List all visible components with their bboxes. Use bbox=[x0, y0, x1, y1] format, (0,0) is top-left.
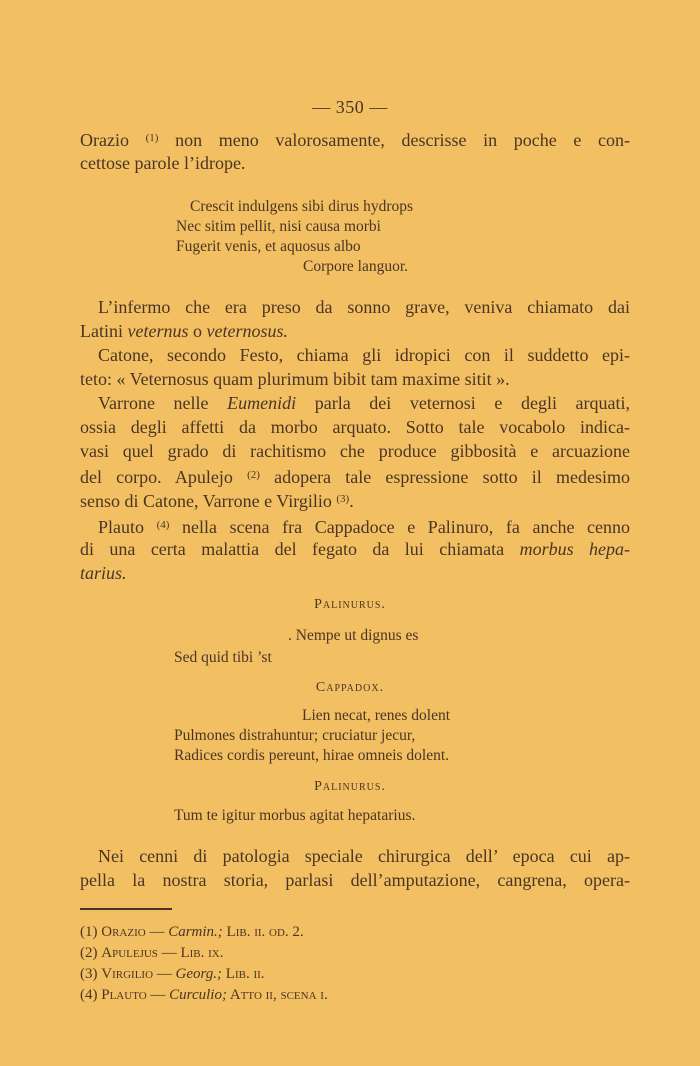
para4-line4 bbox=[80, 464, 630, 488]
para6-line1: Nei cenni di patologia speciale chirurgica dell’ epoca cui ap- bbox=[98, 846, 630, 866]
footnote-separator bbox=[80, 908, 172, 910]
speaker-name: Palinurus. bbox=[314, 779, 386, 794]
para4-line1 bbox=[98, 392, 630, 414]
para1-line2: cettose parole l’idrope. bbox=[80, 153, 246, 173]
footnote-work: Georg.; bbox=[175, 966, 223, 982]
footnote-ref: (4) bbox=[156, 519, 170, 531]
verse-line: Nec sitim pellit, nisi causa morbi bbox=[176, 218, 381, 235]
dialogue-line: Radices cordis pereunt, hirae omneis dolent. bbox=[174, 747, 450, 764]
footnote-work: Curculio; bbox=[169, 987, 227, 1003]
dialogue-line: Pulmones distrahuntur; cruciatur jecur, bbox=[174, 727, 416, 744]
para5-line1 bbox=[98, 514, 630, 538]
text: adopera tale espressione sotto il medesimo bbox=[259, 467, 630, 487]
footnote-author: Plauto bbox=[101, 987, 147, 1003]
dialogue-line: Lien necat, renes dolent bbox=[302, 707, 451, 724]
text: — bbox=[145, 924, 169, 940]
footnote-ref-detail: Lib. ii. od. 2. bbox=[222, 924, 304, 940]
footnote-number: (3) bbox=[80, 966, 98, 982]
para3-line2: teto: « Veternosus quam plurimum bibit tam maxime sitit ». bbox=[80, 369, 510, 389]
italic-term: veternosus. bbox=[206, 321, 288, 341]
para4-line2: ossia degli affetti da morbo arquato. Sotto tale vocabolo indica- bbox=[80, 417, 630, 437]
footnote-number: (2) bbox=[80, 945, 98, 961]
page-number: — 350 — bbox=[312, 97, 388, 117]
text: Orazio bbox=[80, 130, 146, 150]
dialogue-line: Tum te igitur morbus agitat hepatarius. bbox=[174, 807, 416, 824]
para2-line2 bbox=[80, 320, 288, 342]
verse-line: Crescit indulgens sibi dirus hydrops bbox=[190, 198, 414, 215]
footnote bbox=[80, 964, 265, 984]
verse-line: Corpore languor. bbox=[303, 258, 409, 275]
text: del corpo. Apulejo bbox=[80, 467, 248, 487]
italic-term: tarius. bbox=[80, 563, 127, 583]
italic-term: veternus bbox=[127, 321, 189, 341]
footnote-ref-detail: Lib. ix. bbox=[180, 945, 224, 961]
speaker-name: Cappadox. bbox=[315, 680, 385, 695]
para3-line1: Catone, secondo Festo, chiama gli idropici con il suddetto epi- bbox=[98, 345, 630, 365]
footnote bbox=[80, 943, 223, 963]
footnote-author: Apulejus bbox=[101, 945, 158, 961]
para1-line1 bbox=[80, 127, 630, 151]
footnote bbox=[80, 922, 304, 942]
footnote-ref: (1) bbox=[145, 132, 159, 144]
footnote-author: Virgilio bbox=[101, 966, 154, 982]
footnote-ref: (3) bbox=[336, 493, 350, 505]
text: di una certa malattia del fegato da lui chiamata bbox=[80, 539, 520, 559]
text: Latini bbox=[80, 321, 128, 341]
para4-line3: vasi quel grado di rachitismo che produce gibbosità e arcuazione bbox=[80, 441, 630, 461]
text: o bbox=[188, 321, 207, 341]
text: — bbox=[153, 966, 176, 982]
text: — bbox=[157, 945, 181, 961]
italic-term: morbus hepa- bbox=[519, 539, 631, 559]
speaker-name: Palinurus. bbox=[314, 597, 386, 612]
text: . bbox=[349, 491, 354, 511]
italic-term: Eumenidi bbox=[227, 393, 297, 413]
footnote-ref-detail: Lib. ii. bbox=[222, 966, 265, 982]
footnote-number: (1) bbox=[80, 924, 98, 940]
text: nella scena fra Cappadoce e Palinuro, fa anche cenno bbox=[169, 517, 630, 537]
para6-line2: pella la nostra storia, parlasi dell’amputazione, cangrena, opera- bbox=[80, 870, 630, 890]
footnote-work: Carmin.; bbox=[168, 924, 223, 940]
dialogue-line: Sed quid tibi ’st bbox=[174, 649, 272, 666]
text: Plauto bbox=[98, 517, 157, 537]
para4-line5 bbox=[80, 488, 354, 512]
text: — bbox=[146, 987, 170, 1003]
text: Varrone nelle bbox=[98, 393, 228, 413]
dialogue-line: . Nempe ut dignus es bbox=[288, 627, 419, 644]
footnote-number: (4) bbox=[80, 987, 98, 1003]
para5-line3 bbox=[80, 562, 127, 584]
footnote-author: Orazio bbox=[101, 924, 146, 940]
footnote-ref-detail: Atto ii, scena i. bbox=[226, 987, 328, 1003]
para5-line2 bbox=[80, 538, 630, 560]
text: parla dei veternosi e degli arquati, bbox=[296, 393, 631, 413]
text: senso di Catone, Varrone e Virgilio bbox=[80, 491, 337, 511]
footnote-ref: (2) bbox=[247, 469, 260, 481]
para2-line1: L’infermo che era preso da sonno grave, veniva chiamato dai bbox=[98, 297, 630, 317]
text: non meno valorosamente, descrisse in poche e con- bbox=[158, 130, 630, 150]
footnote bbox=[80, 985, 328, 1005]
verse-line: Fugerit venis, et aquosus albo bbox=[176, 238, 361, 255]
